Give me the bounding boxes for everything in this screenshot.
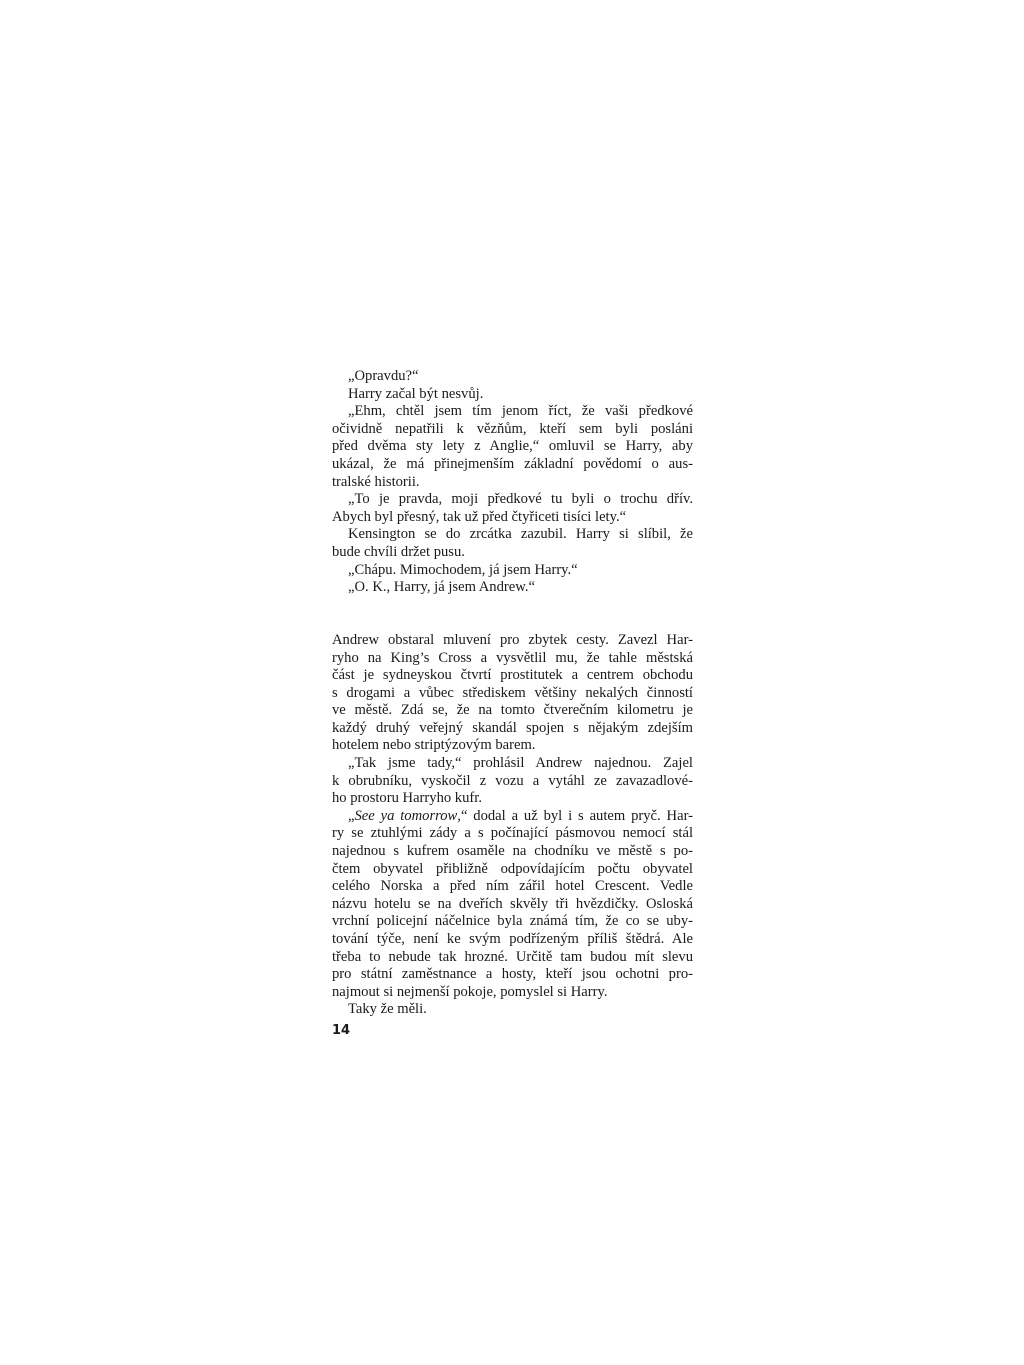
text-line: najmout si nejmenší pokoje, pomyslel si Harry. [332,983,608,1000]
text-line: každý druhý veřejný skandál spojen s nějakým zdejším [332,719,693,736]
text-line: ve městě. Zdá se, že na tomto čtverečním kilometru je [332,702,693,719]
text-line: „Chápu. Mimochodem, já jsem Harry.“ [348,561,578,578]
section-break [332,614,693,632]
text-line: očividně nepatřili k vězňům, kteří sem byli posláni [332,420,693,437]
text-line: „Ehm, chtěl jsem tím jenom říct, že vaši předkové [348,403,693,420]
text-line: vrchní policejní náčelnice byla známá tím, že co se uby- [332,913,693,930]
text-line: před dvěma sty lety z Anglie,“ omluvil se Harry, aby [332,438,693,455]
text-line: Abych byl přesný, tak už před čtyřiceti tisíci lety.“ [332,508,627,525]
text-line: hotelem nebo striptýzovým barem. [332,737,536,754]
text-line: ukázal, že má přinejmenším základní povědomí o aus- [332,455,693,472]
text-line: pro státní zaměstnance a hosty, kteří jsou ochotni pro- [332,966,693,983]
text-line: bude chvíli držet pusu. [332,543,465,560]
text-line: ho prostoru Harryho kufr. [332,790,482,807]
text-line: „O. K., Harry, já jsem Andrew.“ [348,579,535,596]
text-line: třeba to nebude tak hrozné. Určitě tam budou mít slevu [332,948,693,965]
section-break [332,597,693,615]
text-line: celého Norska a před ním zářil hotel Crescent. Vedle [332,878,693,895]
text-line: „Opravdu?“ [348,368,419,384]
text-line: názvu hotelu se na dveřích skvěly tři hvězdičky. Osloská [332,895,693,912]
text-line: čtem obyvatel přibližně odpovídajícím počtu obyvatel [332,860,693,877]
text-line: tralské historii. [332,473,420,490]
page-number: 14 [332,1023,351,1038]
text-line: „To je pravda, moji předkové tu byli o trochu dřív. [348,491,693,508]
body-text [332,368,693,1019]
text-line: najednou s kufrem osaměle na chodníku ve městě s po- [332,843,693,860]
text-line: ry se ztuhlými zády a s počínající pásmovou nemocí stál [332,825,693,842]
text-line: „Tak jsme tady,“ prohlásil Andrew najednou. Zajel [348,755,693,772]
text-line: ryho na King’s Cross a vysvětlil mu, že tahle městská [332,649,693,666]
text-line: Taky že měli. [348,1001,427,1018]
text-line: Andrew obstaral mluvení pro zbytek cesty. Zavezl Har- [332,631,693,648]
text-line: tování týče, není ke svým podřízeným příliš štědrá. Ale [332,931,693,947]
text-line: část je sydneyskou čtvrtí prostitutek a centrem obchodu [332,667,693,684]
italic-phrase: See ya tomorrow [354,807,458,824]
text-line: Kensington se do zrcátka zazubil. Harry si slíbil, že [348,526,693,543]
text-line: s drogami a vůbec střediskem většiny nekalých činností [332,684,693,701]
text-line: k obrubníku, vyskočil z vozu a vytáhl ze zavazadlové- [332,772,693,789]
text-line: „See ya tomorrow,“ dodal a už byl i s autem pryč. Har- [348,807,694,824]
text-line: Harry začal být nesvůj. [348,385,484,402]
